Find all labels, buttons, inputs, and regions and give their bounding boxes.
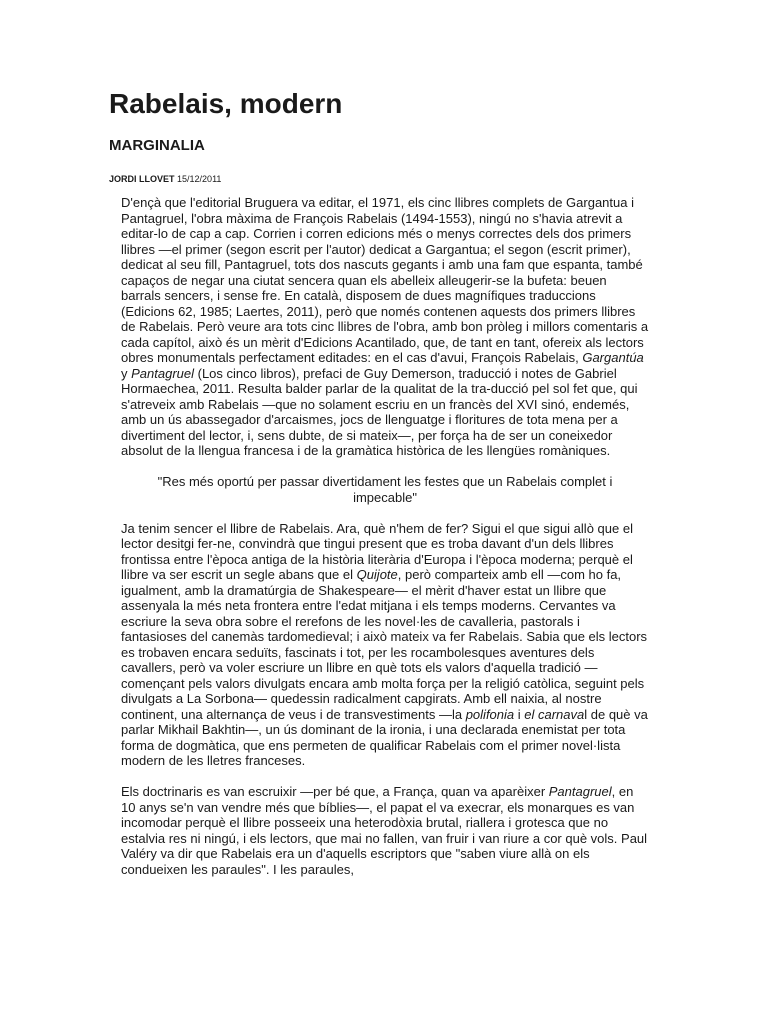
section-label: MARGINALIA (109, 137, 205, 154)
article-body (121, 195, 649, 893)
paragraph-3: Els doctrinaris es van escruixir —per bé que, a França, quan va aparèixer Pantagruel, en 10 anys se'n van vendre més que bíblies—, el papat el va execrar, els monarques es van incomodar perquè el llibre posseeix una heterodòxia brutal, riallera i grotesca que no estalvia res ni ningú, i els lectors, que mai no fallen, van fruir i van riure a cor què vols. Paul Valéry va dir que Rabelais era un d'aquells escriptors que "saben viure allà on els condueixen les paraules". I les paraules, (121, 784, 648, 877)
paragraph-1: D'ençà que l'editorial Bruguera va editar, el 1971, els cinc llibres complets de Gargantua i Pantagruel, l'obra màxima de François Rabelais (1494-1553), ningú no s'havia atrevit a editar-lo de cap a cap. Corrien i corren edicions més o menys correctes dels dos primers llibres —el primer (segon escrit per l'autor) dedicat a Gargantua; el segon (escrit primer), dedicat al seu fill, Pantagruel, tots dos nascuts gegants i amb una fam que espanta, també capaços de negar una ciutat sencera quan els abelleix alleugerir-se la bufeta: beuen barrals sencers, i sense fre. En català, disposem de dues magnífiques traduccions (Edicions 62, 1985; Laertes, 2011), però que només contenen aquests dos primers llibres de Rabelais. Però veure ara tots cinc llibres de l'obra, amb bon pròleg i millors comentaris a cada capítol, això és un mèrit d'Edicions Acantilado, que, de tant en tant, ofereix als lectors obres monumentals perfectament editades: en el cas d'avui, François Rabelais, Gargantúa y Pantagruel (Los cinco libros), prefaci de Guy Demerson, traducció i notes de Gabriel Hormaechea, 2011. Resulta balder parlar de la qualitat de la tra-ducció pel sol fet que, qui s'atreveix amb Rabelais —que no solament escriu en un francès del XVI sinó, endemés, amb un ús abassegador d'arcaismes, jocs de llenguatge i floritures de tota mena per a divertiment del lector, i, sens dubte, de si mateix—, per força ha de ser un coneixedor absolut de la llengua francesa i de la gramàtica històrica de les llengües romàniques. (121, 195, 649, 458)
byline (109, 173, 221, 185)
publish-date: 15/12/2011 (177, 174, 222, 184)
paragraph-2: Ja tenim sencer el llibre de Rabelais. Ara, què n'hem de fer? Sigui el que sigui allò que el lector desitgi fer-ne, convindrà que tingui present que es troba davant d'un dels llibres frontissa entre l'època antiga de la història literària d'Europa i l'època moderna; perquè el llibre va ser escrit un segle abans que el Quijote, però comparteix amb ell —com ho fa, igualment, amb la dramatúrgia de Shakespeare— el mèrit d'haver estat un llibre que assenyala la més neta frontera entre l'edat mitjana i els temps moderns. Cervantes va escriure la seva obra sobre el rerefons de les novel·les de cavalleria, pastorals i fantasioses del canemàs tardomedieval; i això mateix va fer Rabelais. Sabia que els lectors es trobaven encara seduïts, fascinats i tot, per les rocambolesques aventures dels cavallers, però va voler escriure un llibre en què tots els valors d'aquella tradició —començant pels valors divulgats encara amb molta força per la religió catòlica, seguint pels divulgats a La Sorbona— quedessin radicalment capgirats. Amb ell naixia, al nostre continent, una alternança de veus i de transvestiments —la polifonia i el carnaval de què va parlar Mikhail Bakhtin—, un ús dominant de la ironia, i una declarada enemistat per tota forma de dogmàtica, que ens permeten de qualificar Rabelais com el primer novel·lista modern de les lletres franceses. (121, 520, 648, 768)
author-name: JORDI LLOVET (109, 174, 175, 184)
article-title: Rabelais, modern (109, 88, 343, 119)
pull-quote: "Res més oportú per passar divertidament les festes que un Rabelais complet i impecable" (157, 474, 613, 505)
